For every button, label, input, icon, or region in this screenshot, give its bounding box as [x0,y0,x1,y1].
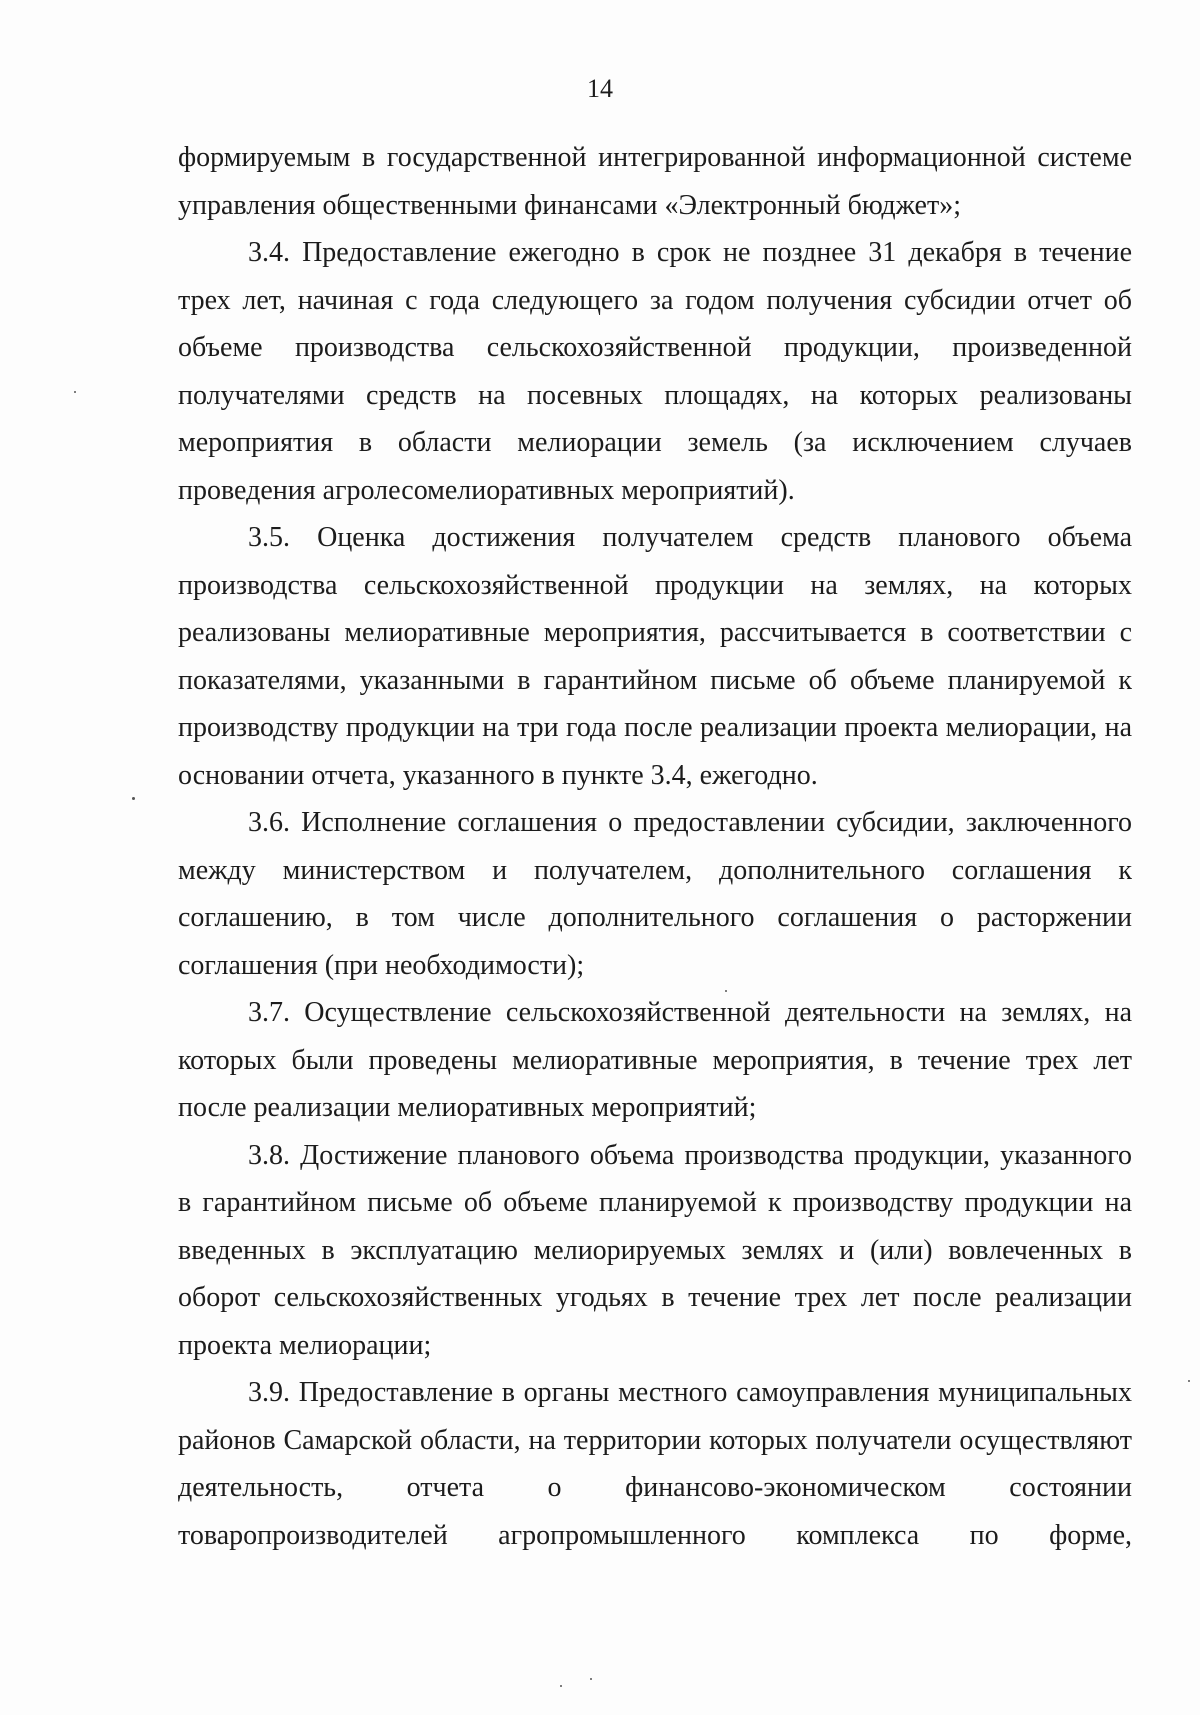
paragraph-3-6: 3.6. Исполнение соглашения о предоставлении субсидии, заключенного между министерством и получателем, дополнительного соглашения к соглашению, в том числе дополнительного соглашения о расторжении соглашения (при необходимости); [178,807,1132,981]
scan-speck [132,797,135,800]
scan-speck [560,1685,562,1687]
scan-speck [1188,1380,1190,1382]
paragraph-3-5: 3.5. Оценка достижения получателем средств планового объема производства сельскохозяйственной продукции на землях, на которых реализованы мелиоративные мероприятия, рассчитывается в соответствии с показателями, указанными в гарантийном письме об объеме планируемой к производству продукции на три года после реализации проекта мелиорации, на основании отчета, указанного в пункте 3.4, ежегодно. [178,522,1132,791]
paragraph-3-4: 3.4. Предоставление ежегодно в срок не позднее 31 декабря в течение трех лет, начиная с года следующего за годом получения субсидии отчет об объеме производства сельскохозяйственной продукции, произведенной получателями средств на посевных площадях, на которых реализованы мероприятия в области мелиорации земель (за исключением случаев проведения агролесомелиоративных мероприятий). [178,237,1132,506]
paragraph-3-8: 3.8. Достижение планового объема производства продукции, указанного в гарантийном письме об объеме планируемой к производству продукции на введенных в эксплуатацию мелиорируемых землях и (или) вовлеченных в оборот сельскохозяйственных угодьях в течение трех лет после реализации проекта мелиорации; [178,1139,1132,1361]
paragraph-3-7: 3.7. Осуществление сельскохозяйственной деятельности на землях, на которых были проведены мелиоративные мероприятия, в течение трех лет после реализации мелиоративных мероприятий; [178,997,1132,1123]
scan-speck [74,391,76,393]
document-body [178,134,1132,1559]
page-number: 14 [587,74,613,103]
paragraph-3-9: 3.9. Предоставление в органы местного самоуправления муниципальных районов Самарской области, на территории которых получатели осуществляют деятельность, отчета о финансово-экономическом состоянии товаропроизводителей агропромышленного комплекса по форме, [178,1377,1132,1551]
scan-speck [725,990,727,992]
scan-speck [590,1678,592,1680]
paragraph-continuation: формируемым в государственной интегрированной информационной системе управления общественными финансами «Электронный бюджет»; [178,142,1132,221]
